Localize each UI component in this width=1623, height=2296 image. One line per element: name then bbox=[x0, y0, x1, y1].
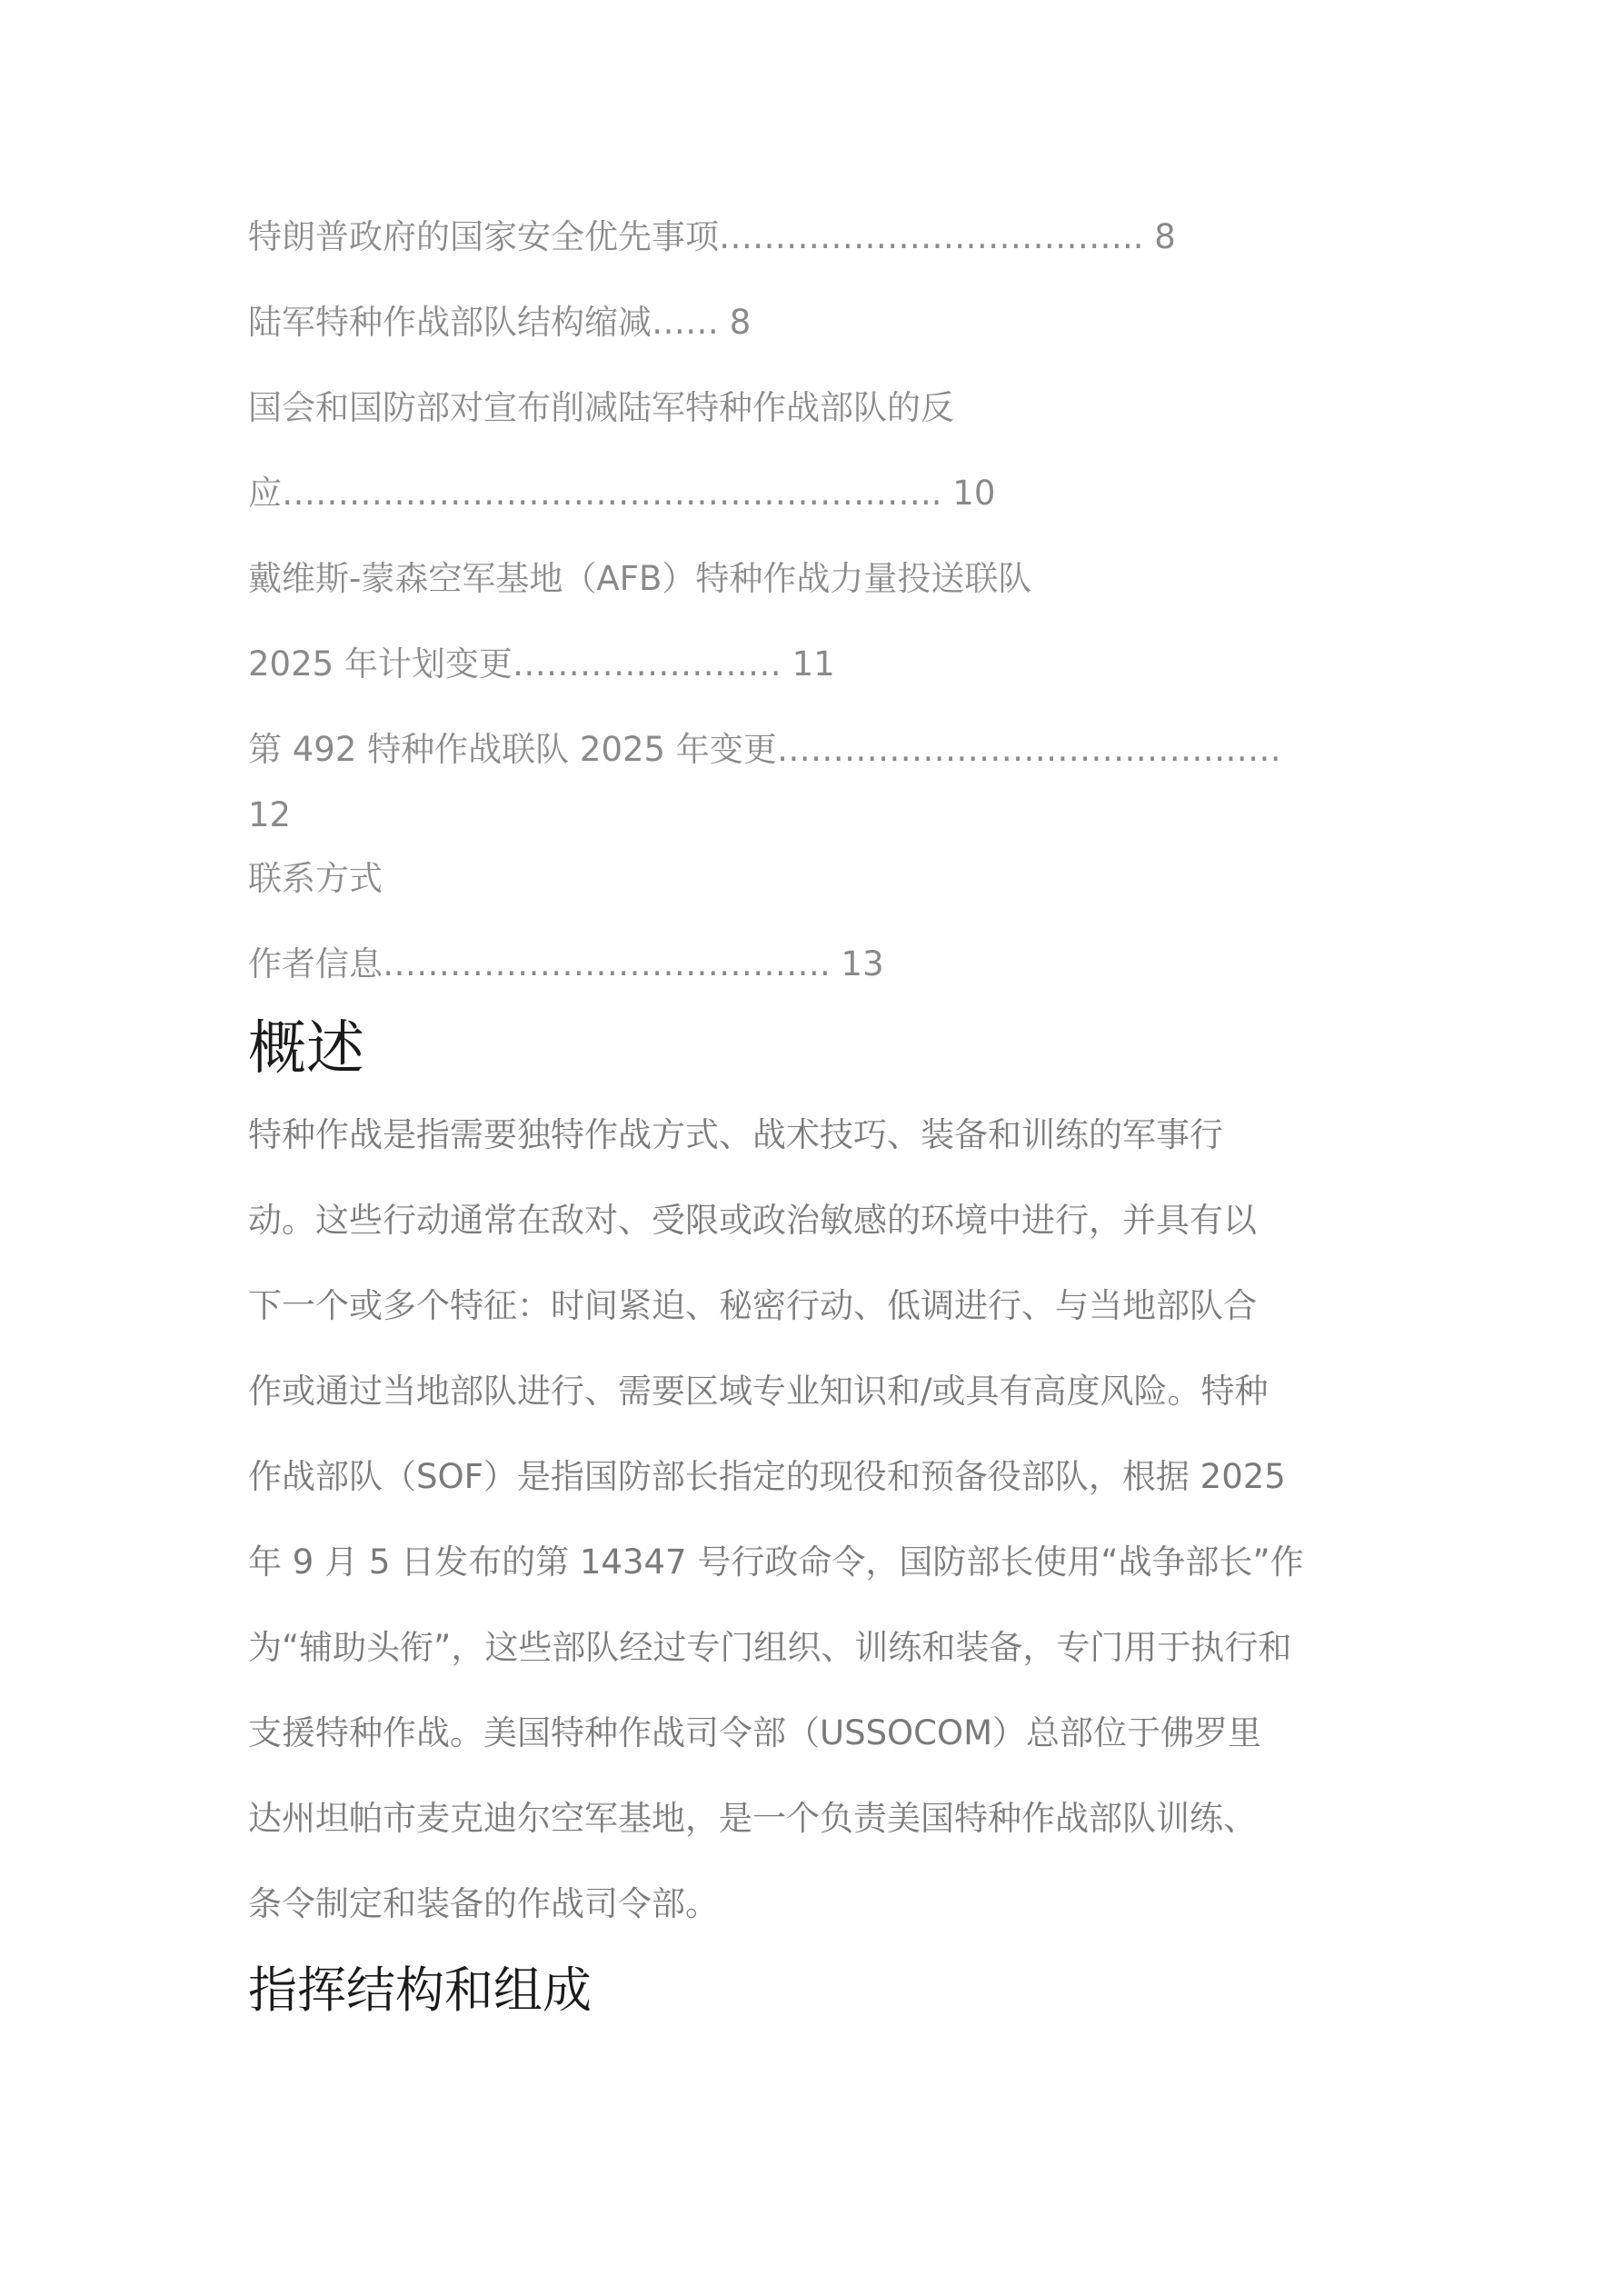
command-structure-heading: 指挥结构和组成 bbox=[248, 1962, 592, 2019]
toc-entry-davis-monthan-wing-cont[interactable]: 2025 年计划变更…………………… 11 bbox=[248, 644, 835, 684]
overview-line: 作战部队（SOF）是指国防部长指定的现役和预备役部队，根据 2025 bbox=[248, 1457, 1286, 1496]
overview-line: 支援特种作战。美国特种作战司令部（USSOCOM）总部位于佛罗里 bbox=[248, 1713, 1262, 1752]
toc-entry-492-sow-changes[interactable]: 第 492 特种作战联队 2025 年变更……………………………………… bbox=[248, 730, 1281, 769]
overview-line: 达州坦帕市麦克迪尔空军基地，是一个负责美国特种作战部队训练、 bbox=[248, 1799, 1257, 1838]
overview-line: 条令制定和装备的作战司令部。 bbox=[248, 1884, 719, 1923]
overview-line: 下一个或多个特征：时间紧迫、秘密行动、低调进行、与当地部队合 bbox=[248, 1286, 1257, 1325]
toc-entry-congress-dod-response-cont[interactable]: 应………………………………………………….. 10 bbox=[248, 474, 996, 513]
toc-entry-contact-info[interactable]: 联系方式 bbox=[248, 859, 383, 898]
toc-entry-author-info[interactable]: 作者信息…………………………………. 13 bbox=[248, 944, 884, 983]
overview-line: 为“辅助头衔”，这些部队经过专门组织、训练和装备，专门用于执行和 bbox=[248, 1628, 1292, 1667]
overview-line: 年 9 月 5 日发布的第 14347 号行政命令，国防部长使用“战争部长”作 bbox=[248, 1542, 1304, 1582]
toc-entry-army-sof-reduction[interactable]: 陆军特种作战部队结构缩减…… 8 bbox=[248, 303, 752, 342]
toc-entry-national-security-priorities[interactable]: 特朗普政府的国家安全优先事项……………………………….. 8 bbox=[248, 217, 1176, 256]
toc-entry-davis-monthan-wing[interactable]: 戴维斯-蒙森空军基地（AFB）特种作战力量投送联队 bbox=[248, 559, 1032, 598]
overview-line: 特种作战是指需要独特作战方式、战术技巧、装备和训练的军事行 bbox=[248, 1115, 1223, 1154]
toc-entry-492-sow-changes-page[interactable]: 12 bbox=[248, 795, 292, 834]
overview-line: 动。这些行动通常在敌对、受限或政治敏感的环境中进行，并具有以 bbox=[248, 1201, 1257, 1240]
overview-heading: 概述 bbox=[248, 1015, 364, 1083]
toc-entry-congress-dod-response[interactable]: 国会和国防部对宣布削减陆军特种作战部队的反 bbox=[248, 388, 954, 427]
overview-line: 作或通过当地部队进行、需要区域专业知识和/或具有高度风险。特种 bbox=[248, 1372, 1269, 1411]
